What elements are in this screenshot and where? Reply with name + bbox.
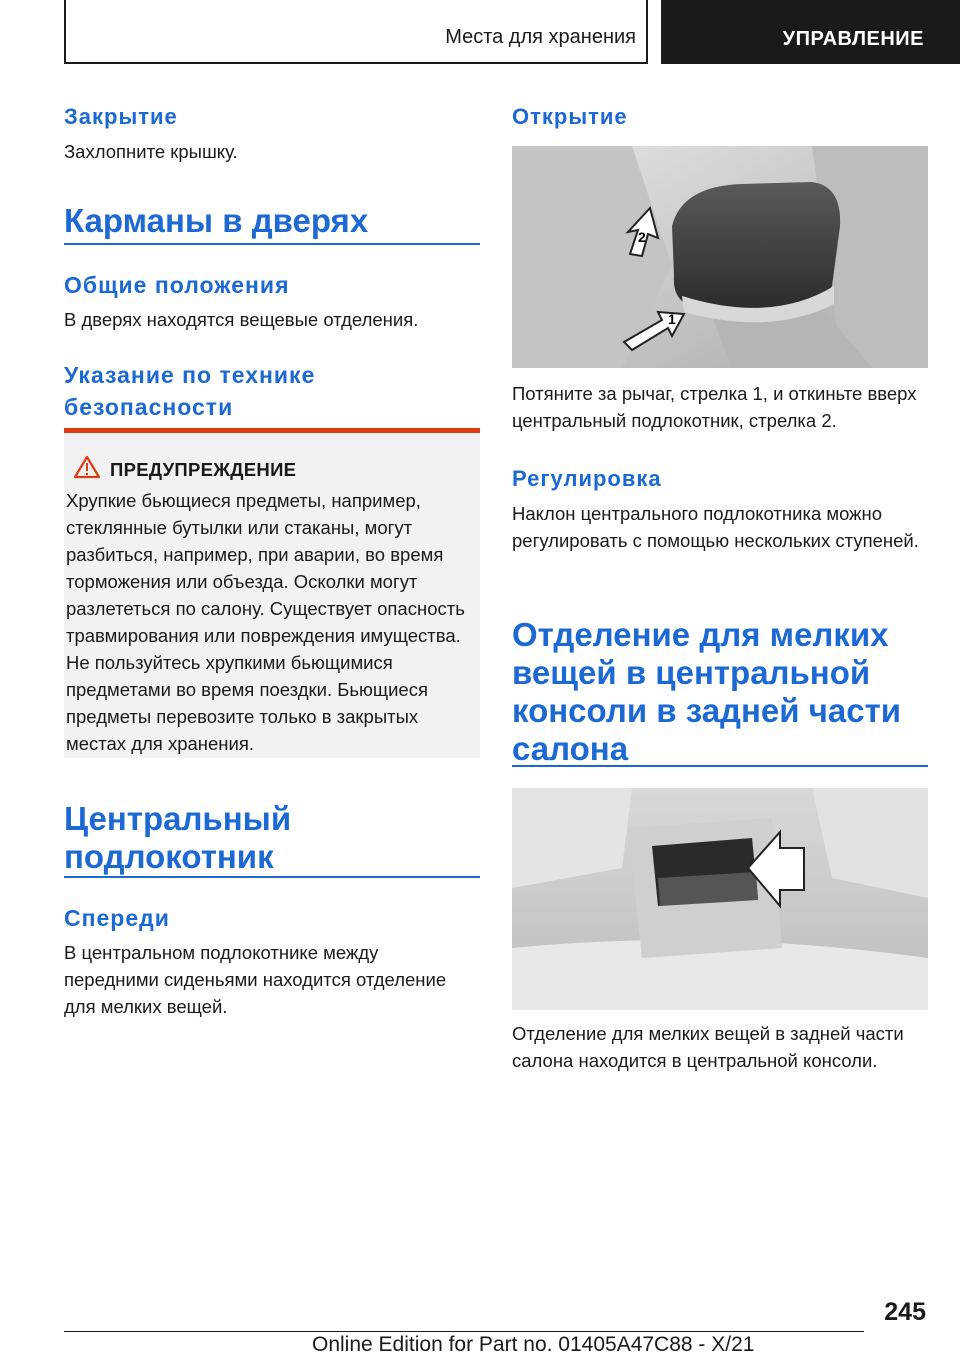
warning-title: ПРЕДУПРЕЖДЕНИЕ xyxy=(110,459,297,480)
page-number: 245 xyxy=(884,1298,926,1326)
armrest-illustration xyxy=(512,146,928,368)
general-text: В дверях находятся вещевые отделения. xyxy=(64,309,419,330)
safety-heading: Указание по технике безопасности xyxy=(64,362,316,420)
header-section-box xyxy=(64,0,648,64)
rear-compartment-title: Отделение для мелких вещей в центральной консоли в задней части салона xyxy=(512,616,902,767)
header-section-title: Места для хранения xyxy=(445,26,636,48)
adjust-heading: Регулировка xyxy=(512,466,662,491)
header-chapter-box xyxy=(661,0,960,64)
opening-caption: Потяните за рычаг, стрелка 1, и откиньте вверх центральный подлокотник, стрелка 2. xyxy=(512,383,917,431)
general-heading: Общие положения xyxy=(64,272,290,298)
opening-heading: Открытие xyxy=(512,104,628,129)
footer-rule xyxy=(64,1331,864,1332)
armrest-rule xyxy=(64,876,480,878)
warning-text: Хрупкие бьющиеся предметы, например, стеклянные бутылки или стаканы, могут разбиться, например, при аварии, во время торможения или объезда. Осколки могут разлететься по салону. Существует опасность травмирования или повреждения имущества. Не пользуйтесь хрупкими бьющимися предметами во время поездки. Бьющиеся предметы перевозите только в закрытых местах для хранения. xyxy=(66,490,465,754)
footer-edition: Online Edition for Part no. 01405A47C88 - X/21 xyxy=(312,1333,755,1356)
rear-caption: Отделение для мелких вещей в задней части салона находится в центральной консоли. xyxy=(512,1023,904,1071)
rear-console-illustration xyxy=(512,788,928,1010)
arrow-label-2: 2 xyxy=(638,229,646,245)
arrow-label-1: 1 xyxy=(668,311,676,327)
front-text: В центральном подлокотнике между передними сиденьями находится отделение для мелких вещей. xyxy=(64,942,447,1017)
header-chapter-title: УПРАВЛЕНИЕ xyxy=(782,28,924,50)
adjust-text: Наклон центрального подлокотника можно регулировать с помощью нескольких ступеней. xyxy=(512,503,919,551)
door-pockets-title: Карманы в дверях xyxy=(64,202,369,239)
front-heading: Спереди xyxy=(64,905,170,931)
armrest-title: Центральный подлокотник xyxy=(64,800,292,875)
closing-text: Захлопните крышку. xyxy=(64,141,238,162)
title-rule xyxy=(64,243,480,245)
warning-box xyxy=(64,428,480,758)
armrest-photo xyxy=(512,146,928,368)
warning-triangle-icon xyxy=(74,455,100,479)
rear-console-photo xyxy=(512,788,928,1010)
rear-rule xyxy=(512,765,928,767)
closing-heading: Закрытие xyxy=(64,104,178,129)
